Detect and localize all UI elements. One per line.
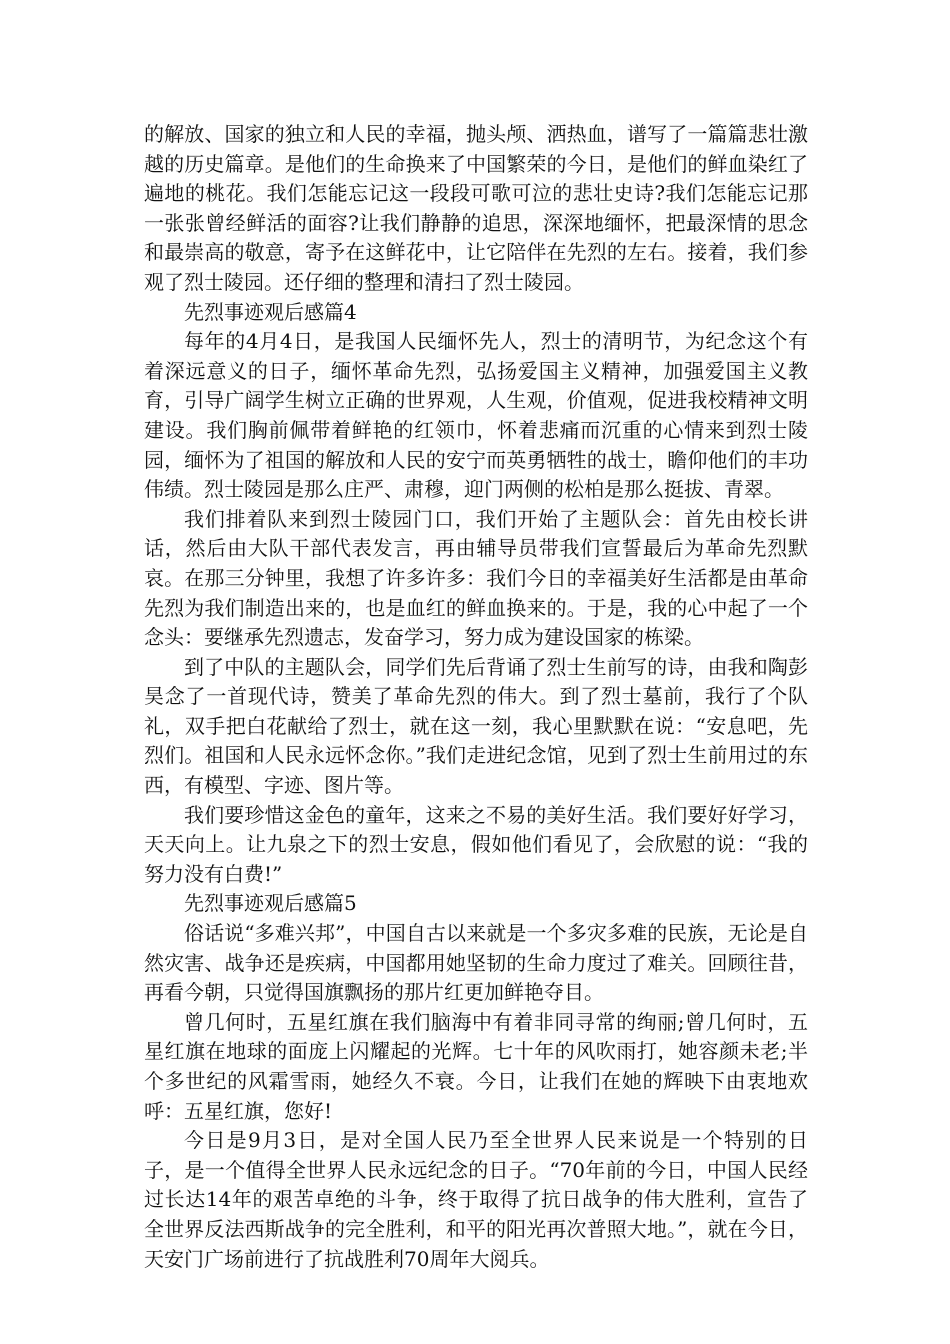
paragraph-continuation: 的解放、国家的独立和人民的幸福，抛头颅、洒热血，谱写了一篇篇悲壮激越的历史篇章。是他们的生命换来了中国繁荣的今日，是他们的鲜血染红了遍地的桃花。我们怎能忘记这一段段可歌可泣的悲壮史诗?我们怎能忘记那一张张曾经鲜活的面容?让我们静静的追思，深深地缅怀，把最深情的思念和最崇高的敬意，寄予在这鲜花中，让它陪伴在先烈的左右。接着，我们参观了烈士陵园。还仔细的整理和清扫了烈士陵园。	[144, 122, 808, 294]
section-heading-5: 先烈事迹观后感篇5	[184, 891, 357, 916]
document-body	[144, 120, 808, 1274]
paragraph: 俗话说“多难兴邦”，中国自古以来就是一个多灾多难的民族，无论是自然灾害、战争还是疾病，中国都用她坚韧的生命力度过了难关。回顾往昔，再看今朝，只觉得国旗飘扬的那片红更加鲜艳夺目。	[144, 921, 808, 1005]
paragraph: 我们要珍惜这金色的童年，这来之不易的美好生活。我们要好好学习，天天向上。让九泉之下的烈士安息，假如他们看见了，会欣慰的说：“我的努力没有白费!”	[144, 802, 808, 886]
paragraph: 曾几何时，五星红旗在我们脑海中有着非同寻常的绚丽;曾几何时，五星红旗在地球的面庞上闪耀起的光辉。七十年的风吹雨打，她容颜未老;半个多世纪的风霜雪雨，她经久不衰。今日，让我们在她的辉映下由衷地欢呼：五星红旗，您好!	[144, 1009, 808, 1123]
section-heading-4: 先烈事迹观后感篇4	[184, 299, 357, 324]
paragraph: 每年的4月4日，是我国人民缅怀先人，烈士的清明节，为纪念这个有着深远意义的日子，缅怀革命先烈，弘扬爱国主义精神，加强爱国主义教育，引导广阔学生树立正确的世界观，人生观，价值观，促进我校精神文明建设。我们胸前佩带着鲜艳的红领巾，怀着悲痛而沉重的心情来到烈士陵园，缅怀为了祖国的解放和人民的安宁而英勇牺牲的战士，瞻仰他们的丰功伟绩。烈士陵园是那么庄严、肃穆，迎门两侧的松柏是那么挺拔、青翠。	[144, 329, 808, 502]
paragraph: 我们排着队来到烈士陵园门口，我们开始了主题队会：首先由校长讲话，然后由大队干部代表发言，再由辅导员带我们宣誓最后为革命先烈默哀。在那三分钟里，我想了许多许多：我们今日的幸福美好生活都是由革命先烈为我们制造出来的，也是血红的鲜血换来的。于是，我的心中起了一个念头：要继承先烈遗志，发奋学习，努力成为建设国家的栋梁。	[144, 506, 808, 650]
paragraph: 到了中队的主题队会，同学们先后背诵了烈士生前写的诗，由我和陶彭昊念了一首现代诗，赞美了革命先烈的伟大。到了烈士墓前，我行了个队礼，双手把白花献给了烈士，就在这一刻，我心里默默在说：“安息吧，先烈们。祖国和人民永远怀念你。”我们走进纪念馆，见到了烈士生前用过的东西，有模型、字迹、图片等。	[144, 654, 808, 798]
paragraph: 今日是9月3日，是对全国人民乃至全世界人民来说是一个特别的日子，是一个值得全世界人民永远纪念的日子。“70年前的今日，中国人民经过长达14年的艰苦卓绝的斗争，终于取得了抗日战争的伟大胜利，宣告了全世界反法西斯战争的完全胜利，和平的阳光再次普照大地。”，就在今日，天安门广场前进行了抗战胜利70周年大阅兵。	[144, 1128, 808, 1271]
